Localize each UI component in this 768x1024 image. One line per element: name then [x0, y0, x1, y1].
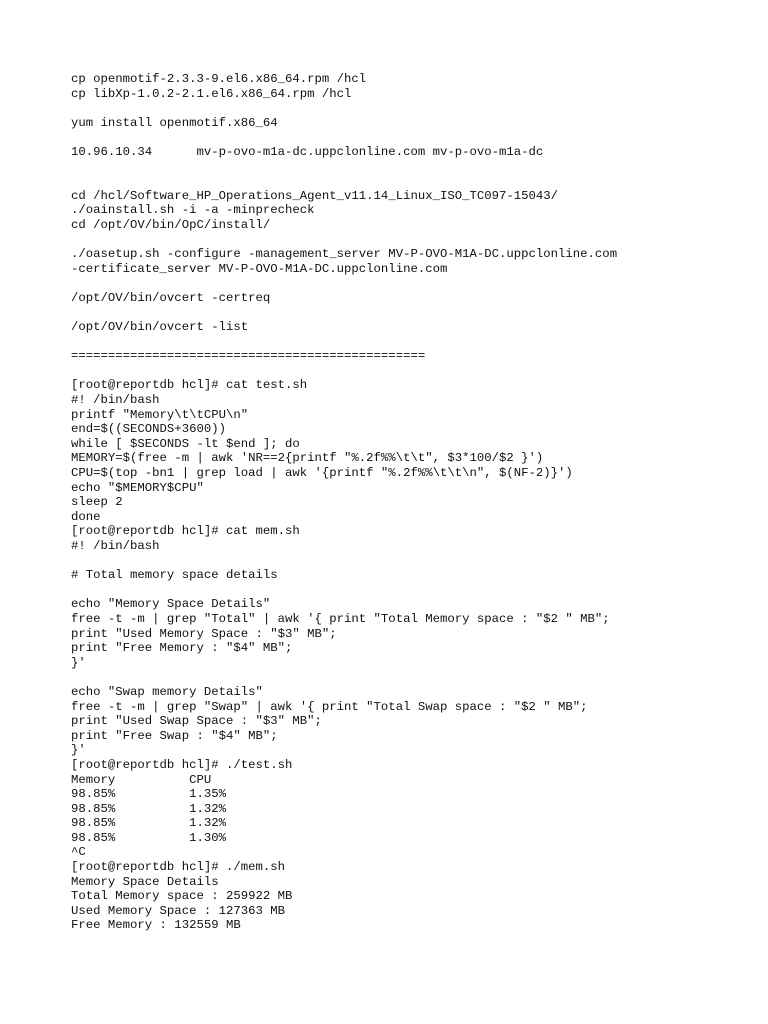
text-line [71, 554, 751, 569]
text-line: free -t -m | grep "Swap" | awk '{ print "Total Swap space : "$2 " MB"; [71, 699, 588, 714]
text-line: # Total memory space details [71, 568, 278, 583]
text-line: sleep 2 [71, 495, 123, 510]
text-line: done [71, 509, 101, 524]
text-line: echo "Memory Space Details" [71, 597, 271, 612]
text-line: echo "$MEMORY$CPU" [71, 480, 204, 495]
text-line: }' [71, 655, 86, 670]
text-line: -certificate_server MV-P-OVO-M1A-DC.uppclonline.com [71, 261, 448, 276]
text-line: [root@reportdb hcl]# ./mem.sh [71, 860, 286, 875]
text-line: echo "Swap memory Details" [71, 684, 263, 699]
text-line: print "Free Memory : "$4" MB"; [71, 641, 293, 656]
text-line [71, 160, 751, 175]
text-line: printf "Memory\t\tCPU\n" [71, 407, 249, 422]
text-line: end=$((SECONDS+3600)) [71, 422, 226, 437]
text-line: while [ $SECONDS -lt $end ]; do [71, 436, 300, 451]
text-line: [root@reportdb hcl]# cat test.sh [71, 378, 308, 393]
text-line [71, 670, 751, 685]
text-line: Free Memory : 132559 MB [71, 918, 241, 933]
text-line: ^C [71, 845, 86, 860]
text-line: /opt/OV/bin/ovcert -certreq [71, 290, 271, 305]
text-line: ./oainstall.sh -i -a -minprecheck [71, 203, 315, 218]
text-line [71, 583, 751, 598]
text-line: yum install openmotif.x86_64 [71, 115, 278, 130]
text-line [71, 101, 751, 116]
text-line [71, 276, 751, 291]
text-line [71, 364, 751, 379]
document-text [71, 72, 751, 933]
text-line: Total Memory space : 259922 MB [71, 889, 293, 904]
text-line: ================================================ [71, 349, 426, 364]
text-line: CPU=$(top -bn1 | grep load | awk '{printf "%.2f%%\t\t\n", $(NF-2)}') [71, 466, 573, 481]
text-line: ./oasetup.sh -configure -management_server MV-P-OVO-M1A-DC.uppclonline.com [71, 247, 618, 262]
text-line: MEMORY=$(free -m | awk 'NR==2{printf "%.2f%%\t\t", $3*100/$2 }') [71, 451, 544, 466]
text-line: print "Used Memory Space : "$3" MB"; [71, 626, 337, 641]
text-line: Memory CPU [71, 772, 212, 787]
text-line [71, 233, 751, 248]
text-line [71, 335, 751, 350]
text-line: 98.85% 1.35% [71, 787, 226, 802]
text-line: 98.85% 1.32% [71, 816, 226, 831]
text-line: [root@reportdb hcl]# cat mem.sh [71, 524, 300, 539]
text-line [71, 306, 751, 321]
text-line: Used Memory Space : 127363 MB [71, 903, 286, 918]
text-line: cd /opt/OV/bin/OpC/install/ [71, 217, 271, 232]
text-line [71, 130, 751, 145]
text-line: cd /hcl/Software_HP_Operations_Agent_v11.14_Linux_ISO_TC097-15043/ [71, 188, 559, 203]
text-line: /opt/OV/bin/ovcert -list [71, 320, 249, 335]
text-line: #! /bin/bash [71, 539, 160, 553]
text-line: 10.96.10.34 mv-p-ovo-m1a-dc.uppclonline.com mv-p-ovo-m1a-dc [71, 144, 544, 159]
text-line: cp openmotif-2.3.3-9.el6.x86_64.rpm /hcl [71, 72, 367, 86]
document-page [71, 72, 751, 933]
text-line: cp libXp-1.0.2-2.1.el6.x86_64.rpm /hcl [71, 86, 352, 101]
text-line: free -t -m | grep "Total" | awk '{ print "Total Memory space : "$2 " MB"; [71, 611, 610, 626]
text-line [71, 174, 751, 189]
text-line: print "Free Swap : "$4" MB"; [71, 728, 278, 743]
text-line: #! /bin/bash [71, 393, 160, 408]
text-line: print "Used Swap Space : "$3" MB"; [71, 714, 322, 729]
text-line: Memory Space Details [71, 874, 219, 889]
text-line: [root@reportdb hcl]# ./test.sh [71, 757, 293, 772]
text-line: 98.85% 1.30% [71, 830, 226, 845]
text-line: 98.85% 1.32% [71, 801, 226, 816]
text-line: }' [71, 743, 86, 758]
